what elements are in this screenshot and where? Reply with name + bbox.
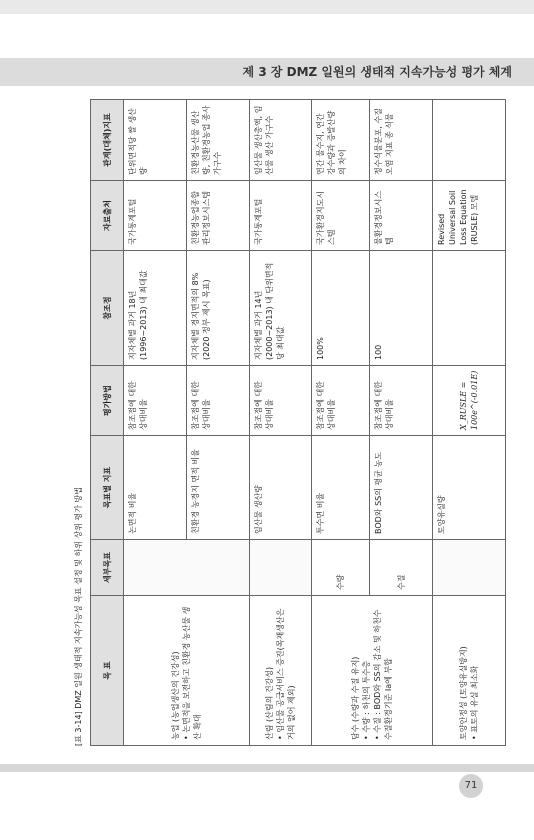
related-cell: 임산물 생산총액, 임산물 생산 가구수 — [250, 100, 312, 181]
header-goal: 목 표 — [91, 596, 124, 746]
header-method: 평가방법 — [91, 366, 124, 436]
source-cell: Revised Universal Soil Loss Equation (RUSLE) 모델 — [433, 181, 506, 251]
related-cell: 단위면적당 쌀 생산량 — [124, 100, 187, 181]
subgoal-cell-empty — [124, 540, 250, 596]
related-cell: 정수식물분포, 수질오염 지표 종 식물 — [370, 100, 433, 181]
source-cell: 물환경정보시스템 — [370, 181, 433, 251]
subgoal-cell-empty — [433, 540, 506, 596]
header-reference: 참조점 — [91, 251, 124, 366]
subgoal-cell: 수질 — [370, 540, 433, 596]
footer-band — [0, 764, 534, 772]
indicator-cell: 임산물 생산량 — [250, 436, 312, 540]
table-row — [312, 100, 370, 746]
goal-title: 농업 (농업생산의 건강성) — [171, 651, 180, 740]
method-cell: 참조점에 대한 상대비율 — [370, 366, 433, 436]
indicator-cell: 논면적 비율 — [124, 436, 187, 540]
goal-description: • 논면적을 보전하고 친환경 농산물 생산 확대 — [182, 606, 202, 740]
goal-cell-water — [312, 596, 433, 746]
goal-description: • 수량 : 하천의 투수층 • 수질 : BOD와 SS의 감소 및 하천수 수질환경기준 Ia에 부합 — [362, 609, 393, 740]
goal-title: 산림 (산림의 건강성) — [265, 666, 274, 740]
reference-cell: 지자체별 과거 18년(1996~2013) 내 최대값 — [124, 251, 187, 366]
related-cell — [433, 100, 506, 181]
indicator-cell: BOD와 SS의 평균 농도 — [370, 436, 433, 540]
header-source: 자료출처 — [91, 181, 124, 251]
reference-cell: 100% — [312, 251, 370, 366]
indicator-cell: 투수면 비율 — [312, 436, 370, 540]
method-cell: 참조점에 대한 상대비율 — [124, 366, 187, 436]
page-number: 71 — [459, 774, 483, 798]
table-row — [433, 100, 506, 746]
subgoal-cell: 수량 — [312, 540, 370, 596]
method-cell: 참조점에 대한 상대비율 — [312, 366, 370, 436]
method-formula-cell: X_RUSLE = 100e^(-0.01E) — [433, 366, 506, 436]
header-indicator: 목표별 지표 — [91, 436, 124, 540]
goal-title: 토양안정성 (토양유실방지) — [459, 646, 468, 740]
related-cell: 연간 물수지, 연간 강수량과 증발산량의 차이 — [312, 100, 370, 181]
goal-cell-agriculture — [124, 596, 250, 746]
goal-title: 담수 (수량과 수질 유지) — [351, 656, 360, 740]
source-cell: 국가통계포털 — [250, 181, 312, 251]
subgoal-cell-empty — [250, 540, 312, 596]
top-margin-band — [0, 0, 534, 14]
page-header-band — [0, 58, 534, 86]
goal-cell-forest — [250, 596, 312, 746]
indicator-cell: 친환경 농경지 면적 비율 — [187, 436, 250, 540]
reference-cell — [433, 251, 506, 366]
related-cell: 친환경농산물 생산량, 친환경농업 종사 가구수 — [187, 100, 250, 181]
source-cell: 친환경농업종합관리정보시스템 — [187, 181, 250, 251]
method-cell: 참조점에 대한 상대비율 — [250, 366, 312, 436]
table-row — [250, 100, 312, 746]
table-header-row — [91, 100, 124, 746]
header-related: 관계(대체)지표 — [91, 100, 124, 181]
goal-cell-soil — [433, 596, 506, 746]
reference-cell: 지자체별 과거 14년(2000~2013) 내 단위면적당 최대값 — [250, 251, 312, 366]
goal-description: • 표토의 유실 최소화 — [470, 665, 479, 740]
header-subgoal: 세부목표 — [91, 540, 124, 596]
table-row — [124, 100, 187, 746]
source-cell: 국가환경지도시스템 — [312, 181, 370, 251]
indicator-cell: 토양유실량 — [433, 436, 506, 540]
source-cell: 국가통계포털 — [124, 181, 187, 251]
chapter-title: 제 3 장 DMZ 일원의 생태적 지속가능성 평가 체계 — [242, 65, 512, 79]
rotated-table-block — [70, 100, 479, 746]
sustainability-table — [90, 99, 506, 746]
goal-description: • 임산물 공급서비스 증진(목재생산은 거의 없어 제외) — [276, 608, 296, 740]
table-caption: [표 3-14] DMZ 일원 생태적 지속가능성 목표 설정 및 하위 상위 평가 방법 — [74, 487, 83, 746]
reference-cell: 지자체별 경지면적의 8% (2020 정부 제시 목표) — [187, 251, 250, 366]
reference-cell: 100 — [370, 251, 433, 366]
method-cell: 참조점에 대한 상대비율 — [187, 366, 250, 436]
